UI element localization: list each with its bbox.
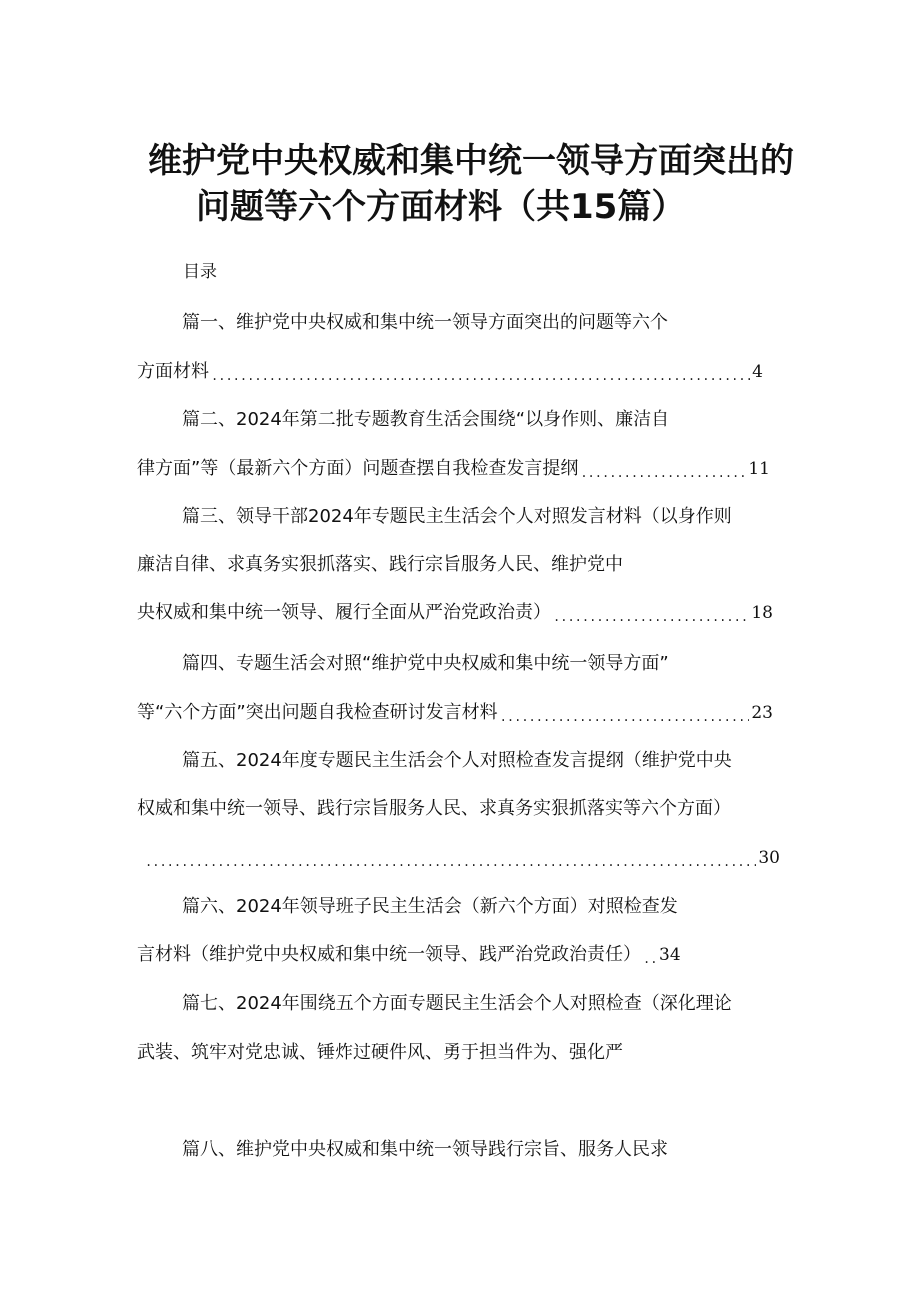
toc-page-number: 23 [751, 703, 773, 723]
toc-entry-text: 言材料（维护党中央权威和集中统一领导、践严治党政治责任） [137, 944, 641, 965]
toc-entry-text: 篇六、2024年领导班子民主生活会（新六个方面）对照检查发 [182, 896, 678, 917]
toc-entry-text: 方面材料 [137, 361, 209, 382]
toc-entry-text: 央权威和集中统一领导、履行全面从严治党政治责） [137, 602, 551, 623]
toc-entry-text: 篇四、专题生活会对照“维护党中央权威和集中统一领导方面” [182, 653, 669, 674]
toc-entry-text: 篇一、维护党中央权威和集中统一领导方面突出的问题等六个 [182, 312, 668, 333]
toc-entry-text: 武装、筑牢对党忠诚、锤炸过硬件风、勇于担当件为、强化严 [137, 1042, 623, 1063]
dot-leader [580, 462, 746, 484]
toc-entry-text: 篇八、维护党中央权威和集中统一领导践行宗旨、服务人民求 [182, 1139, 668, 1160]
toc-entry-text: 律方面”等（最新六个方面）问题查摆自我检查发言提纲 [137, 458, 579, 479]
toc-entry-text: 等“六个方面”突出问题自我检查研讨发言材料 [137, 702, 498, 723]
dot-leader [553, 606, 749, 628]
toc-entry-text: 篇七、2024年围绕五个方面专题民主生活会个人对照检查（深化理论 [182, 993, 732, 1014]
toc-page-number: 30 [758, 848, 780, 868]
toc-entry-text: 篇二、2024年第二批专题教育生活会围绕“以身作则、廉洁自 [182, 409, 670, 430]
document-title-line-1: 维护党中央权威和集中统一领导方面突出的 [148, 141, 794, 181]
toc-entry-text: 篇五、2024年度专题民主生活会个人对照检查发言提纲（维护党中央 [182, 750, 732, 771]
toc-entry-text: 权威和集中统一领导、践行宗旨服务人民、求真务实狠抓落实等六个方面） [137, 798, 731, 819]
toc-entry-text: 廉洁自律、求真务实狠抓落实、践行宗旨服务人民、维护党中 [137, 554, 623, 575]
toc-entry-last-line [143, 843, 780, 873]
dot-leader [500, 706, 750, 728]
dot-leader [145, 851, 756, 873]
toc-page-number: 11 [748, 459, 770, 479]
toc-entry-last-line [137, 598, 773, 628]
dot-leader [643, 948, 657, 970]
toc-page-number: 34 [659, 945, 681, 965]
toc-entry-text: 篇三、领导干部2024年专题民主生活会个人对照发言材料（以身作则 [182, 506, 732, 527]
toc-entry-last-line [137, 940, 733, 970]
toc-entry-last-line [137, 454, 770, 484]
toc-entry-last-line [137, 357, 763, 387]
toc-page-number: 18 [751, 603, 773, 623]
toc-page-number: 4 [752, 362, 763, 382]
dot-leader [211, 365, 750, 387]
document-title-line-2: 问题等六个方面材料（共15篇） [196, 187, 686, 227]
toc-entry-last-line [137, 698, 773, 728]
toc-heading: 目录 [183, 262, 217, 282]
